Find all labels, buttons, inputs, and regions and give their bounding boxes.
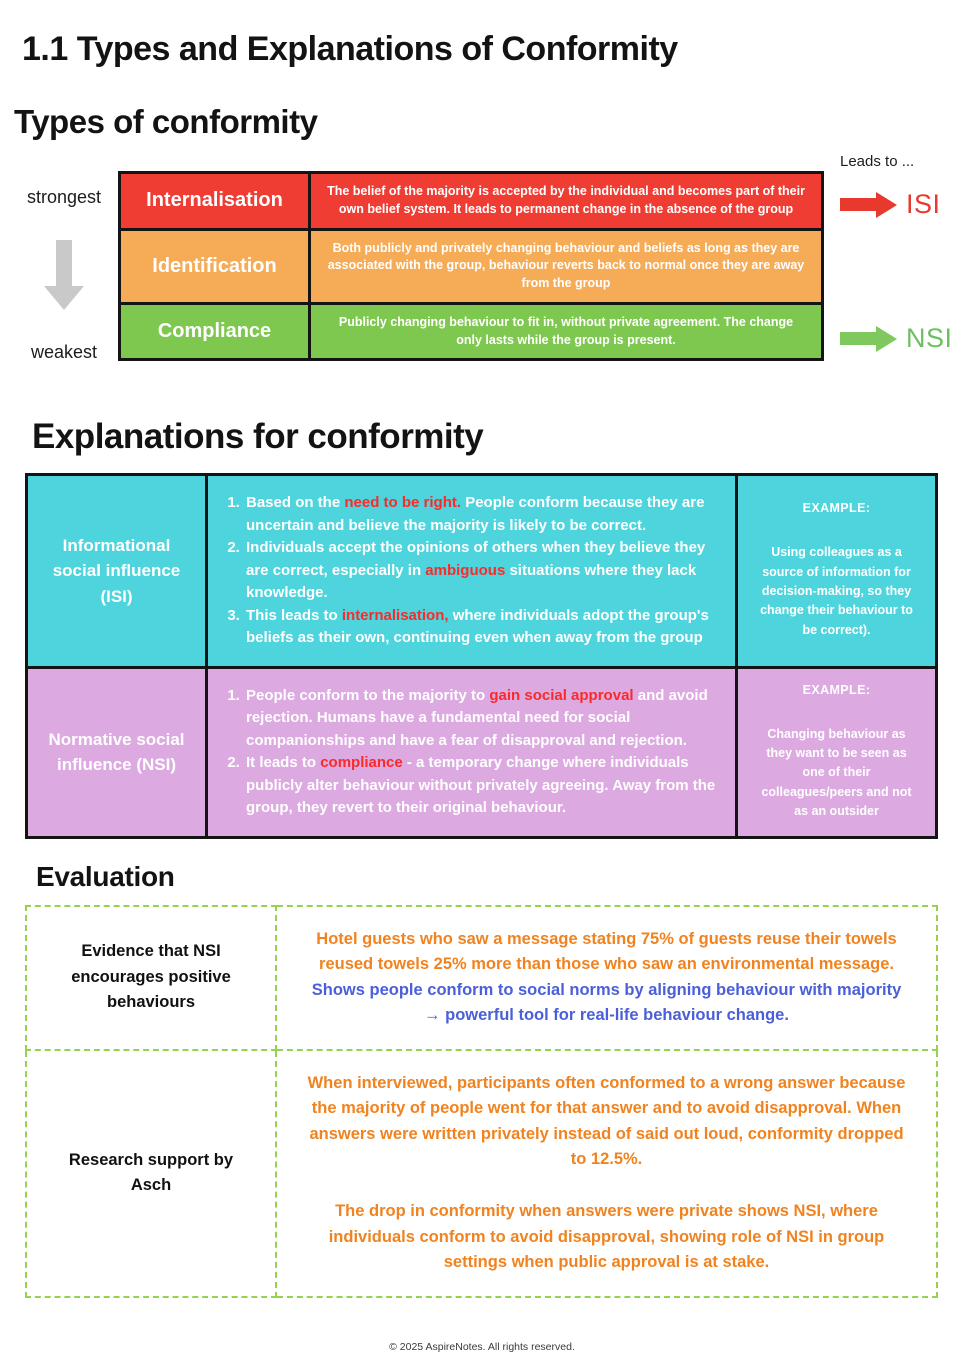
- table-row-isi: [27, 475, 937, 668]
- eval-paragraph: When interviewed, participants often conformed to a wrong answer because the majority of people went for that answer and to avoid disapproval. When answers were written privately instead of said out loud, conformity dropped to 12.5%.: [307, 1073, 906, 1169]
- eval-content-asch-support: [276, 1050, 937, 1297]
- nsi-arrow-row: [840, 323, 953, 354]
- type-desc-identification: Both publicly and privately changing behaviour and beliefs as long as they are associated with the group, behaviour reverts back to normal once they are away from the group: [310, 229, 823, 303]
- eval-content-nsi-evidence: [276, 906, 937, 1050]
- isi-example-cell: [737, 475, 937, 668]
- isi-example-title: EXAMPLE:: [802, 501, 871, 516]
- isi-arrow-shaft: [840, 198, 876, 211]
- explanations-table: [25, 473, 938, 839]
- weakest-label: weakest: [30, 342, 98, 362]
- nsi-example-cell: [737, 667, 937, 837]
- down-arrow-head: [44, 286, 84, 310]
- nsi-points-list: [214, 685, 727, 820]
- type-name-internalisation: Internalisation: [120, 173, 310, 230]
- list-item: 3. This leads to internalisation, where individuals adopt the group's beliefs as their own, continuing even when away from the group: [244, 605, 727, 650]
- list-item: 2. It leads to compliance - a temporary change where individuals publicly alter behaviour without privately agreeing. Away from the group, they revert to their original behaviour.: [244, 752, 727, 820]
- isi-right-arrow-icon: [840, 192, 897, 218]
- isi-arrow-head: [876, 192, 897, 218]
- explanations-section-heading: Explanations for conformity: [32, 417, 484, 456]
- copyright-footer: © 2025 AspireNotes. All rights reserved.: [389, 1341, 575, 1353]
- nsi-example-text: Changing behaviour as they want to be seen as one of their colleagues/peers and not as an outsider: [761, 726, 912, 819]
- leads-to-panel: [824, 153, 964, 373]
- type-desc-internalisation: The belief of the majority is accepted by the individual and becomes part of their own belief system. It leads to permanent change in the absence of the group: [310, 173, 823, 230]
- evaluation-table: [25, 905, 938, 1298]
- list-item: 1. People conform to the majority to gain social approval and avoid rejection. Humans have a fundamental need for social companionships and have a fear of disapproval and rejection.: [244, 685, 727, 753]
- isi-example-text: Using colleagues as a source of information for decision-making, so they change their behaviour to be correct).: [760, 545, 913, 637]
- table-row-asch-support: [26, 1050, 937, 1297]
- nsi-label: NSI: [906, 323, 953, 353]
- nsi-row-label: Normative social influence (NSI): [27, 667, 207, 837]
- eval-paragraph: Hotel guests who saw a message stating 75% of guests reuse their towels reused towels 25% more than those who saw an environmental message. Shows people conform to social norms by aligning behaviour with majority → powerful tool for real-life behaviour change.: [311, 929, 902, 1025]
- isi-label: ISI: [906, 189, 941, 219]
- strength-down-arrow-icon: [44, 240, 84, 310]
- page-title: 1.1 Types and Explanations of Conformity: [22, 30, 678, 68]
- nsi-example-title: EXAMPLE:: [802, 682, 871, 697]
- type-name-compliance: Compliance: [120, 303, 310, 360]
- type-name-identification: Identification: [120, 229, 310, 303]
- leads-to-label: Leads to ...: [840, 153, 915, 170]
- nsi-right-arrow-icon: [840, 326, 897, 352]
- types-table: [118, 171, 824, 361]
- isi-points-cell: [207, 475, 737, 668]
- list-item: 2. Individuals accept the opinions of others when they believe they are correct, especially in ambiguous situations where they lack knowledge.: [244, 537, 727, 605]
- down-arrow-shaft: [56, 240, 72, 286]
- evaluation-section-heading: Evaluation: [36, 860, 175, 892]
- type-desc-compliance: Publicly changing behaviour to fit in, without private agreement. The change only lasts while the group is present.: [310, 303, 823, 360]
- table-row-internalisation: [120, 173, 823, 230]
- isi-row-label: Informational social influence (ISI): [27, 475, 207, 668]
- eval-label-asch-support: Research support by Asch: [26, 1050, 276, 1297]
- table-row-compliance: [120, 303, 823, 360]
- table-row-nsi-evidence: [26, 906, 937, 1050]
- nsi-arrow-head: [876, 326, 897, 352]
- eval-paragraph: The drop in conformity when answers were private shows NSI, where individuals conform to avoid disapproval, showing role of NSI in group settings when public approval is at stake.: [328, 1202, 885, 1272]
- types-section-heading: Types of conformity: [14, 103, 318, 140]
- types-section: [0, 153, 964, 373]
- nsi-arrow-shaft: [840, 332, 876, 345]
- nsi-points-cell: [207, 667, 737, 837]
- strength-scale: [10, 171, 118, 373]
- table-row-identification: [120, 229, 823, 303]
- isi-points-list: [214, 492, 727, 650]
- table-row-nsi: [27, 667, 937, 837]
- eval-label-nsi-evidence: Evidence that NSI encourages positive behaviours: [26, 906, 276, 1050]
- list-item: 1. Based on the need to be right. People conform because they are uncertain and believe the majority is likely to be correct.: [244, 492, 727, 537]
- isi-arrow-row: [840, 189, 941, 220]
- strongest-label: strongest: [26, 187, 102, 207]
